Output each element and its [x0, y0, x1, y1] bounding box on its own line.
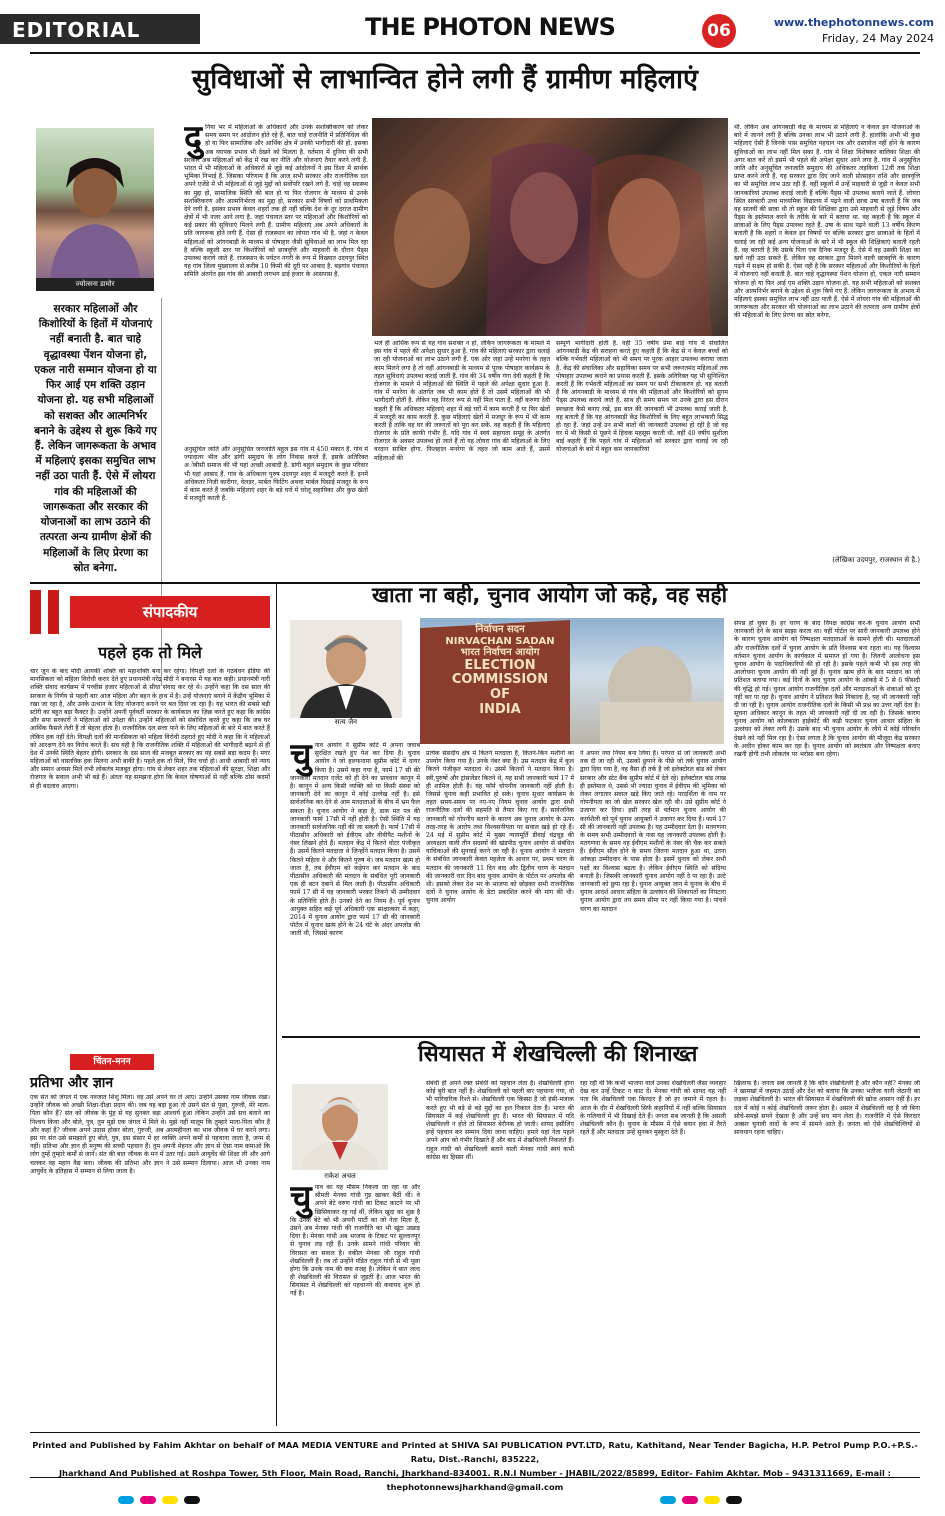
registration-mark-icon	[726, 1496, 742, 1504]
chintan-title: प्रतिभा और ज्ञान	[30, 1075, 114, 1091]
sampadakiya-headline: पहले हक तो मिले	[98, 643, 202, 662]
crowd-photo-icon	[372, 118, 728, 336]
sign-line: भारत निर्वाचन आयोग	[460, 647, 540, 658]
registration-mark-icon	[162, 1496, 178, 1504]
article2-col4: संपन्न हो चुका है। हर चरण के बाद विपक्ष कांग्रेस कर-के चुनाव आयोग सभी जानकारी देने के साथ साझा करता था। वहीं पोर्टल पर सारी जानकारी उपलब्ध होने के कारण चुनाव आयोग को निष्पक्षता मतदाताओं के सामने होती थी। मतदाताओं और राजनीतिक दलों में चुनाव आयोग के प्रति विश्वास बना रहता था। यह विश्वास वर्तमान चुनाव आयोग के कार्यकाल में समाप्त हो गया है। जितनी आलोचना इस चुनाव आयोग के पदाधिकारियों की हो रही है। इसके पहले कभी भी इस तरह की आलोचना चुनाव आयोग की नहीं हुई है। चुनाव खत्म होने के बाद मतदान का जो प्रतिशत बताया गया। कई दिनों के बाद चुनाव आयोग के आंकड़े में 5 से 6 फीसदी की वृद्धि हो गई। चुनाव आयोग राजनीतिक दलों और मतदाताओं के शंकाओं को दूर नहीं कर पा रहा है। चुनाव आयोग ने प्रतिशत कैसे निकाला है, यह भी जानकारी नहीं दी जा रही है। चुनाव आयोग राजनीतिक दलों के किसी भी प्रश्न का उत्तर नहीं देता है। सूचना अधिकार कानून के तहत भी जानकारी नहीं दी जा रही है। जिसके कारण चुनाव आयोग को कोलकाता हाईकोर्ट की कड़ी फटकार चुनाव आचार संहिता के उल्लंघन को लेकर लगी है। उसके बाद भी चुनाव आयोग के रवैये में कोई परिवर्तन देखने को नहीं मिल रहा है। ऐसा लगता है कि चुनाव आयोग की मौजूदा केंद्र सरकार के अधीन होकर काम कर रहा है। चुनाव आयोग को स्वतंत्रता और निष्पक्षता बनाए रखनी होगी तभी लोकतंत्र पर भरोसा बना रहेगा।	[734, 620, 920, 758]
pull-quote: सरकार महिलाओं और किशोरियों के हितों में योजनाएं नहीं बनाती है. बात चाहे वृद्धावस्था पेंशन योजना हो, एकल नारी सम्मान योजना हो या फिर आई एम शक्ति उड़ान योजना हो. यह सभी महिलाओं को सशक्त और आत्मनिर्भर बनाने के उद्देश्य से शुरू किये गए हैं. लेकिन जागरूकता के अभाव में महिलाएं इसका समुचित लाभ नहीं उठा पाती हैं. ऐसे में लोयरा गांव की महिलाओं की जागरूकता और सरकार की योजनाओं का लाभ उठाने की तत्परता अन्य ग्रामीण क्षेत्रों की महिलाओं के लिए प्रेरणा का स्रोत बनेगा.	[30, 298, 162, 686]
issue-date: Friday, 24 May 2024	[821, 32, 934, 45]
sign-line: OF	[490, 687, 510, 703]
article3-col3: रहा रहीं थीं कि कभी भाजपा वाले उनका शेखचिल्ली जैसा व्यवहार देख कर उन्हें टिकट न काट दें। मेनका गांधी को शायद यह नहीं पता कि शेखचिल्ली एक किरदार है जो हर जमाने में रहता है। आज के दौर में शेखचिल्ली सिर्फ कहानियों में नहीं बल्कि सियासत के गलियारों में भी दिखाई देते हैं। जनता सब जानती है कि असली शेखचिल्ली कौन है। चुनाव के मौसम में ऐसे बयान हवा में तैरते रहते हैं और मतदाता उन्हें सुनकर मुस्कुरा देते हैं।	[580, 1080, 726, 1137]
author1-photo	[36, 128, 154, 278]
article1-photo	[372, 118, 728, 336]
sign-line: निर्वाचन सदन	[475, 624, 525, 635]
article2-col3: ने अपना नया नियम बना लिया है। परंपरा से जो जानकारी अभी तक दी जा रही थी, उसको छुपाने के पीछे जो तर्क चुनाव आयोग द्वारा दिया गया है, वह वैसा ही तर्क है जो इलेक्टोरल बांड को लेकर सरकार और स्टेट बैंक सुप्रीम कोर्ट में देते रहे। इलेक्टोरल बांड लाख ही इस्तेमाल थे, उससे भी ज्यादा चुनाव में ईवीएम की भूमिका को लेकर लगातार सवाल खड़े किए जाते रहे। परदर्शिता के नाम पर गोपनीयता का जो खेल सरकार खेल रही थी। उसे सुप्रीम कोर्ट ने उजागर कर दिया। इसी तरह से वर्तमान चुनाव आयोग की कार्यशैली को पूर्व चुनाव आयुक्तों ने उजागर कर दिया है। फार्म 17 सी की जानकारी नहीं उपलब्ध है। यह उम्मीदवार देता है। मतगणना के समय सभी उम्मीदवारों के पास यह जानकारी उपलब्ध होती है। मतगणना के समय वह ईवीएम मशीनों के नंबर की चैक कर सकते हैं। ईवीएम सील होने के समय जितना मतदान हुआ था, उतना आंकड़ा उम्मीदवार के पास होता है। इसमें चुनाव को लेकर सभी पक्षों का विश्वास बढ़ता है। लेकिन ईवीएम स्थिति को संदिग्ध बनाती है। जिसकी जानकारी चुनाव आयोग नहीं दे पा रहा है। उल्टे जानकारी को छुपा रहा है। चुनाव आयुक्त जान मे चुनाव के बीच में चुनाव आदर्श आचार संहिता के उल्लंघन की शिकायतों का निपटारा चुनाव आयोग द्वारा तय समय सीमा पर नहीं किया गया है। पांचवें चरण का मतदान	[580, 750, 726, 913]
paper-name[interactable]: THE PHOTON NEWS	[365, 13, 615, 41]
article1-col2: भले ही आर्थिक रूप से यह गांव सशक्त न हो, लेकिन जागरूकता के मामले में इस गांव में पहले की अपेक्षा सुधार हुआ है. गांव की महिलाएं सरकार द्वारा चलाई जा रही योजनाओं का लाभ उठाने लगी हैं. एक ओर जहां उन्हें मनरेगा के तहत काम मिलने लगा है तो वहीं आंगनबाड़ी के माध्यम से पूरक पोषाहार कार्यक्रम के तहत सुविधाएं उपलब्ध कराई जाती हैं. गांव की 34 वर्षीय गंगा देवी कहती हैं कि रोजगार के मामले में महिलाओं की स्थिति में पहले की अपेक्षा सुधार हुआ है. गांव में मनरेगा के अंतर्गत जब भी काम होते हैं तो उसमें महिलाओं की भी भागीदारी होती है. लेकिन यह निरंतर रूप से नहीं मिल पाता है. वहीं करुणा देवी कहती हैं कि अधिकतर महिलाएं शहर में बड़े घरों में काम करती हैं या फिर खेतों में मजदूरी का काम करती हैं. कुछ महिलाएं खेतों में मजदूर के रूप में भी काम करती हैं ताकि वह घर की जरूरतों को पूरा कर सकें. वह कहती हैं कि महिलाएं रोजगार के प्रति काफी गंभीर हैं. यदि गांव में स्वयं सहायता समूह के अंतर्गत रोजगार के अवसर उपलब्ध हो जाते हैं तो यह लोयरा गांव की महिलाओं के लिए वरदान साबित होगा. फिलहाल मनरेगा के तहत जो काम आते हैं, उसमें महिलाओं की	[374, 340, 550, 462]
website-link[interactable]: www.thephotonnews.com	[773, 16, 934, 29]
article2-headline: खाता ना बही, चुनाव आयोग जो कहे, वह सही	[372, 583, 728, 607]
author1-caption: ज्योत्सना डामोर	[36, 278, 154, 291]
sampadakiya-bar-icon	[30, 590, 66, 634]
registration-mark-icon	[704, 1496, 720, 1504]
dropcap: दु	[184, 124, 203, 158]
sign-line: ELECTION COMMISSION	[451, 657, 549, 688]
author3-photo	[292, 1084, 388, 1170]
author2-caption: सत्य जैन	[334, 718, 358, 726]
dropcap: चु	[290, 742, 312, 776]
portrait-silhouette-icon	[290, 620, 402, 718]
footer-imprint	[30, 1432, 920, 1493]
article1-col4: थी. लेकिन अब आंगनबाड़ी केंद्र के माध्यम से महिलाएं न केवल इन योजनाओं के बारे में जानने लगी हैं बल्कि उनका लाभ भी उठाने लगी हैं. हालांकि अभी भी कुछ महिलाएं ऐसी हैं जिनके पास समुचित पहचान पत्र और दस्तावेज नहीं होने के कारण सुविधाओं का लाभ नहीं मिल सका है. गांव में शिक्षा विशेषकर बालिका शिक्षा की अगर बात करें तो इसमें भी पहले की अपेक्षा सुधार आने लगा है. गांव में अनुसूचित जाति और अनुसूचित जनजाति समुदाय की अधिकतर लड़कियां 12वीं तक शिक्षा प्राप्त करने लगी हैं. यह सरकार द्वारा दिए जाने वाली प्रोत्साहन राशि और छात्रवृत्ति का भी समुचित लाभ उठा रही हैं. वहीं स्कूलों में उन्हें माहवारी से जुड़ी न केवल सभी जानकारियां उपलब्ध कराई जाती हैं बल्कि पैड्स भी उपलब्ध कराये जाते हैं. लोयरा स्थित सरकारी उच्च माध्यमिक विद्यालय में पढ़ने वाली छात्रा उषा बताती है कि जब वह सातवीं की छात्रा थी तो स्कूल की शिक्षिका द्वारा उसे माहवारी से जुड़े विषय और पैड्स के इस्तेमाल करने के तरीके के बारे में बताया था. वह कहती है कि स्कूल में छात्राओं के लिए पैड्स उपलब्ध रहते हैं. उषा के साथ पढ़ने वाली 13 वर्षीय किरण बताती है कि शहरों न केवल इन विषयों पर बल्कि सरकार द्वारा छात्राओं के हितों में चलाई जा रही कई अन्य योजनाओं के बारे में भी स्कूल की शिक्षिकाएं बताती रहती हैं. वह बताती है कि उसके पिता एक दैनिक मजदूर हैं. ऐसे में वह उसकी शिक्षा का खर्च नहीं उठा सकते हैं. लेकिन वह सरकार द्वारा मिलने वाली छात्रवृत्ति के कारण पढ़ने में सक्षम हो सकी है. ऐसा नहीं है कि सरकार महिलाओं और किशोरियों के हितों में योजनाएं नहीं बनाती है. बात चाहे वृद्धावस्था पेंशन योजना हो, एकल नारी सम्मान योजना हो या फिर आई एम शक्ति उड़ान योजना हो. यह सभी महिलाओं को सशक्त और आत्मनिर्भर बनाने के उद्देश्य से शुरू किये गए हैं. लेकिन जागरूकता के अभाव में महिलाएं इसका समुचित लाभ नहीं उठा पाती हैं. ऐसे में लोयरा गांव की महिलाओं की जागरूकता और सरकार की योजनाओं का लाभ उठाने की तत्परता अन्य ग्रामीण क्षेत्रों की महिलाओं के लिए प्रेरणा का स्रोत बनेगा.	[734, 124, 920, 320]
sign-line: INDIA	[479, 702, 521, 718]
article2-col1: चुनाव आयोग ने सुप्रीम कोर्ट में अपना जवाब सुरक्षित रखते हुए पेश कर दिया है। चुनाव आयोग ने जो हलफनामा सुप्रीम कोर्ट में दायर किया है। उसमें कहा गया है, फार्म 17 सी की जानकारी मतदान एजेंट को ही देने का प्रावधान कानून में है। कानून में अन्य किसी व्यक्ति को या किसी संस्था को जानकारी देने का कानून में कोई उल्लेख नहीं है। इसे सार्वजनिक कर देने से आम मतदाताओं के बीच में भ्रम फैल सकता है। चुनाव आयोग ने कहा है, डाक मत पत्र की जानकारी फार्म 17सी में नहीं होती है। ऐसी स्थिति में यह जानकारी सार्वजनिक नहीं की जा सकती है। फार्म 17सी में पीठासीन अधिकारी को ईवीएम और वीवीपैट मशीनों के नंबर लिखने होते हैं। मतदान केंद्र में कितने वोटर पंजीकृत हैं। उसमें कितने मतदाता थे जिन्होंने मतदान किया है। उसमें कितने महिला थे और कितने पुरुष थे। जब मतदान खत्म हो जाता है, तब ईवीएम को कड़ेपन कर मतदान के बाद पीठासीन अधिकारी की मतदान के संबंधित पूरी जानकारी एक ही बटन दबाने से मिल जाती है। पीठासीन अधिकारी फार्म 17 सी में यह जानकारी भरकर तिकने भी उम्मीदवार के प्रतिनिधि होते हैं। उनको देने का नियम है। पूर्व चुनाव आयुक्त सहित कई पूर्व अधिकारी एक साक्षात्कार में कहा, 2014 में चुनाव आयोग द्वारा फार्म 17 सी की जानकारी पोर्टल में चुनाव खत्म होने के 24 घंटे के अंदर अपलोड की जाती थी, जिससे कारण	[290, 742, 420, 938]
chintan-label: चिंतन-मनन	[70, 1054, 154, 1070]
footer-line: Jharkhand And Published at Roshpa Tower, 5th Floor, Main Road, Ranchi, Jharkhand-834001. R.N.I Number - JHABIL/2022/85899, Editor- Fahim Akhtar. Mob - 9431311669, E-mail : thephotonnewsjharkhand@gmail.com	[58, 1468, 892, 1493]
footer-line: Printed and Published by Fahim Akhtar on behalf of MAA MEDIA VENTURE and Printed at SHIVA SAI PUBLICATION PVT.LTD, Ratu, Kathitand, Near Tender Bagicha, H.P. Petrol Pump P.O.+P.S.- Ratu, Dist.-Ranchi, 835222,	[32, 1440, 918, 1465]
registration-mark-icon	[140, 1496, 156, 1504]
article3-col2: संबंधी ही अपने रक्त संबंधी को पहचान लेता है। शेखचिल्ली होना कोई बुरी बात नहीं है। शेखचिल्ली को पहली बार पहचाना गया, वो भी पारिवारिक रिश्ते से। शेखचिल्ली एक किस्सा है जो हंसी-मजाक करते हुए भी बड़े से बड़े मुद्दों का हल निकाल देता है। भारत की सियासत में कई शेखचिल्ली हुए हैं। भारत की सियासत में यदि शेखचिल्ली न होते तो सियासत बेरौनक हो जाती। शायद इसीलिए इन्हें पहचान कर सम्मान दिया जाना चाहिए। हमारे यहां नेता पहले अपने आप को गंभीर दिखाते हैं और बाद में शेखचिल्ली निकलते हैं। राहुल गांधी को शेखचिल्ली बताने वाली मेनका गांधी स्वयं कभी कांग्रेस का हिस्सा थीं।	[426, 1080, 574, 1161]
chintan-body: एक संत को जंगल में एक नवजात शिशु मिला। वह उसे अपने घर ले आए। उन्होंने उसका नाम जीवक रखा। उन्होंने जीवक को अच्छी शिक्षा-दीक्षा प्रदान की। जब वह बड़ा हुआ तो उसने संत से पूछा, गुरुजी, मेरे माता-पिता कौन हैं? संत को जीवक के मुंह से यह सुनकर बड़ा आश्चर्य हुआ लेकिन उन्होंने उसे सच बताने का निश्चय किया और बोले, पुत्र, तुम मुझे एक जंगल में मिले थे। मुझे नहीं मालूम कि तुम्हारे माता-पिता कौन हैं और कहां हैं? जीवक अपने उदास होकर बोला, गुरुजी, अब आत्महीनता का भाव जीवक में घर करने लगा। इस पर संत उसे समझाते हुए बोले, पुत्र, इस संसार में हर व्यक्ति अपने कर्मों से पहचाना जाता है, जन्म से नहीं। प्रतिभा और ज्ञान ही मनुष्य की सच्ची पहचान हैं। तुम अपनी मेहनत और ज्ञान से ऐसा नाम कमाओ कि लोग तुम्हें तुम्हारे कर्मों से जानें। संत की बात जीवक के मन में उतर गई। उसने आयुर्वेद की शिक्षा ली और आगे चलकर वह महान वैद्य बना। जीवक की प्रतिभा और ज्ञान ने उसे सम्मान दिलाया। आज भी उनका नाम आयुर्वेद के इतिहास में सम्मान से लिया जाता है।	[30, 1094, 270, 1175]
section-label: EDITORIAL	[0, 14, 200, 44]
portrait-silhouette-icon	[36, 128, 154, 278]
registration-mark-icon	[660, 1496, 676, 1504]
registration-mark-icon	[118, 1496, 134, 1504]
sampadakiya-label: संपादकीय	[70, 596, 270, 628]
article1-col1b: अनुसूचित जाति और अनुसूचित जनजाति बहुल इस गांव में 450 मकान हैं. गांव में ज्यादातर भील और डांगी समुदाय के लोग निवास करते हैं. इसके अतिरिक्त अोबीसी समाज की भी यहां अच्छी आबादी है. डांगी बहुल समुदाय के कुछ परिवार भी यहां आबाद हैं. गांव के अधिकतर पुरुष उदयपुर शहर में मजदूरी करते हैं. इनमें अधिकतर निजी कारीगर, वेलडर, मार्बल फिटिंग अथवा मार्बल घिसाई मजदूर के रूप में काम करते हैं जबकि महिलाएं शहर के बड़े घरों में घरेलू सहायिका और कुछ खेतों में मजदूरी करती हैं.	[184, 446, 368, 503]
article1-col1: दुनिया भर में महिलाओं के अधिकारों और उनके सशक्तिकरण को लेकर समय समय पर आंदोलन होते रहे हैं. बात चाहे राजनीति में प्रतिनिधित्व की हो या फिर सामाजिक और आर्थिक क्षेत्र में उनकी भागीदारी की हो. इसका अब व्यापक प्रभाव भी देखने को मिलता है. वर्तमान में दुनिया की सभी सरकारें अब महिलाओं को केंद्र में रख कर नीति और योजनाएं तैयार करने लगी हैं. भारत में भी महिलाओं के अधिकारों से जुड़े कई आंदोलनों ने इस दिशा में सार्थक भूमिका निभाई है. जिसका परिणाम है कि आज सभी सरकार और राजनीतिक दल अपने एजेंडे में भी महिलाओं से जुड़े मुद्दों को सर्वोपरि रखने लगे हैं. चाहे वह स्वास्थ्य का मुद्दा हो, सामाजिक स्थिति की बात हो या फिर रोजगार के माध्यम से उनके सशक्तिकरण और आत्मनिर्भरता का मुद्दा हो, सरकार सभी विषयों को प्राथमिकता देने लगी है. इसका प्रभाव केवल शहरों तक ही नहीं बल्कि देश के दूर दराज ग्रामीण क्षेत्रों में भी नजर आने लगा है. जहां पंचायत स्तर पर महिलाओं और किशोरियों को कई प्रकार की सुविधाएं मिलने लगी हैं. ग्रामीण महिलाएं अब अपने अधिकारों के प्रति जागरूक होने लगी हैं. ऐसा ही राजस्थान का लोयरा गांव भी है. जहां न केवल महिलाओं को आंगनबाड़ी के माध्यम से पोषाहार जैसी सुविधाओं का लाभ मिल रहा है बल्कि स्कूली स्तर पर किशोरियों को छात्रवृत्ति और माहवारी के दौरान पैड्स उपलब्ध कराये जाते हैं. राजस्थान के पर्यटन नगरी के रूप में विख्यात उदयपुर स्थित यह गांव जिला मुख्यालय से करीब 10 किमी की दूरी पर आबाद है. बड़गांव पंचायत समिति अंतर्गत इस गांव की आबादी लगभग ढाई हजार के आसपास है.	[184, 124, 368, 279]
registration-mark-icon	[682, 1496, 698, 1504]
registration-mark-icon	[184, 1496, 200, 1504]
article1-col3: सम्पूर्ण भागीदारी होती है. वहीं 35 वर्षीय प्रेमा बाई गांव में संचालित आंगनबाड़ी केंद्र की सराहना करते हुए कहती हैं कि केंद्र से न केवल बच्चों को बल्कि गर्भवती महिलाओं को भी समय पर पूरक आहार उपलब्ध कराया जाता है. केंद्र की संचालिका और सहायिका समय पर सभी जरूरतमंद महिलाओं तक पोषाहार उपलब्ध कराने का प्रयास करती हैं. इसके अतिरिक्त यह भी सुनिश्चित करती हैं कि गर्भवती महिलाओं का समय पर सभी टीकाकरण हो. वह बताती हैं कि आंगनबाड़ी के माध्यम से गांव की महिलाओं और किशोरियों को सुगम पैड्स उपलब्ध कराये जाते हैं. साथ ही समय समय पर उनके द्वारा इस दौरान स्वच्छता कैसे बनाए रखें, इस बात की जानकारी भी उपलब्ध कराई जाती है. वह बताती हैं कि यह आंगनबाड़ी केंद्र किशोरियों के लिए बहुत लाभकारी सिद्ध हो रहा है. जहां उन्हें उन सभी बातों की जानकारी उपलब्ध हो रही है जो वह घर में भी किसी से पूछने में हिचक महसूस करती थी. वहीं 40 वर्षीय सुशीला बाई कहती हैं कि पहले गांव में महिलाओं को सरकार द्वारा चलाई जा रही योजनाओं के बारे में बहुत कम जानकारियां	[556, 340, 728, 454]
author3-caption: राकेश अचल	[324, 1172, 356, 1180]
article1-headline: सुविधाओं से लाभान्वित होने लगी हैं ग्रामीण महिलाएं	[192, 64, 698, 95]
article3-col4: खिलाफ है। जनता सब जानती है कि कौन शेखचिल्ली है और कौन नहीं? मेनका जी ने खामखां में जहमत उठाई और देश को बताया कि उनका भतीजा यानी जेठानी का लड़का शेखचिल्ली है। भारत की सियासत में शेखचिल्ली की खोज आसान नहीं है। हर दल में कोई न कोई शेखचिल्ली जरूर होता है। असल में शेखचिल्ली वह है जो बिना सोचे-समझे सपने देखता है और उन्हें सच मान लेता है। राजनीति में ऐसे किरदार अक्सर चुनावी वादों के रूप में सामने आते हैं। जनता को ऐसे शेखचिल्लियों से सावधान रहना चाहिए।	[734, 1080, 920, 1137]
article2-col2: प्रत्येक संसदीय क्षेत्र में कितने मतदाता हैं, कितने-किन मशीनों का उपयोग किया गया है। उनके नंबर क्या हैं। उस मतदान केंद्र में कुल कितने पंजीकृत मतदाता थे। उसमें कितनों ने मतदान किया है। स्त्री,पुरुषों और ट्रांसजेंडर कितने थे, यह सभी जानकारी फार्म 17 में ही शामिल होती है। यह फॉर्म चोपनीय जानकारी नहीं होती है। जिससे चुनाव कहीं प्रभावित हो सके। चुनाव सुधार कार्यक्रम के तहत समय-समय पर नए-नए नियम चुनाव आयोग द्वारा सभी राजनीतिक दलों की सहमति से तैयार किए गए हैं। सार्वजनिक जानकारी को गोपनीय बताने के कारण अब चुनाव आयोग के ऊपर तरह-तरह के आरोप तथा विश्वसनीयता पर सवाल खड़े हो रहे हैं। 24 मई में सुप्रीम कोर्ट में मुख्य न्यायमूर्ति डीवाई चंद्रचूड़ की अध्यक्षता वाली तीन सदस्यों की खंडपीठ चुनाव आयोग से संबंधित याचिकाओं की सुनवाई करने जा रही है। चुनाव आयोग ने मतदान के संबंधित जानकारी केवल पहलेता के आधार पर, प्रथम चरण के मतदान की जानकारी 11 दिन बाद और द्वितीय चरण के मतदान की जानकारी चार दिन बाद चुनाव आयोग के पोर्टल पर अपलोड की थी। इसको लेकर देश भर के भाजपा को छोड़कर सभी राजनीतिक दलों ने चुनाव आयोग के डेटा प्रकाशित करने की मांग की थी। चुनाव आयोग	[426, 750, 574, 905]
masthead-rule	[30, 52, 920, 54]
photo-sign	[430, 624, 570, 718]
article1-credit: (लेखिका उदयपुर, राजस्थान से है.)	[832, 556, 920, 564]
vertical-rule	[276, 584, 277, 1426]
article3-headline: सियासत में शेखचिल्ली की शिनाख्त	[418, 1042, 698, 1067]
dropcap: चु	[290, 1184, 312, 1218]
sampadakiya-body: चार जून के बाद मोदी आयकी शक्ति को महाशक्ति बना कर रहेगा। विपक्षी दलों के गठबंधन इंडिया की मानसिकता को महिला विरोधी करार देते हुए प्रधानमंत्री नरेंद्र मोदी ने बनारस में यह बात कही। प्रधानमंत्री नारी शक्ति संवाद कार्यक्रम में पच्चीस हजार महिलाओं से सीधा संवाद कर रहे थे। उन्होंने कहा कि दस साल की सरकार के निर्णय से पहली बार आज महिला और बहन के हाथ में है। उन्हें योजनाएं बनाने में केंद्रीय भूमिका में रखा जा रहा है, और उनके उत्थान के लिए योजनाएं बनाने पर बल दिया जा रहा है। यह भारत की सबसे बड़ी स्टोरी का बहुत बड़ा फैक्टर है। उन्होंने अपनी पूर्ववर्ती सरकार के कार्यकाल का ज़िक्र करते हुए कहा कि कांग्रेस और सपा सरकारों ने महिलाओं को उपेक्षा की। उन्होंने महिलाओं को संबोधित करते हुए कहा कि जब घर आर्थिक फैसले लेती हैं तो बेहतर होता है। राजनीतिक दल सत्ता पाने के लिए महिलाओं के बारे में बात करते हैं लेकिन हक नहीं देते। विपक्षी दलों की मानसिकता को महिला विरोधी ठहराते हुए मोदी ने कहा कि वे महिलाओं को आरक्षण देने का विरोध करते हैं। सच यही है कि राजनीतिक शक्ति में महिलाओं की भागीदारी बढ़ाने से ही देश में उनकी स्थिति बेहतर होगी। सरकार के दस साल की मजबूत सरकार का यह सबसे बड़ा कदम है। मगर महिलाओं को वास्तविक हक मिलना अभी बाकी है। पहले हक तो मिले, फिर चर्चा हो। आधी आबादी को न्याय और समान अवसर मिलें तभी लोकतंत्र मजबूत होगा। गांव से लेकर शहर तक महिलाओं की सुरक्षा, शिक्षा और रोजगार के सवाल अभी भी बड़े हैं। अंततः यह समझना होगा कि केवल घोषणाओं से नहीं बल्कि ठोस कदमों से ही बदलाव आएगा।	[30, 668, 270, 790]
author2-photo	[290, 620, 402, 718]
sign-line: NIRVACHAN SADAN	[445, 635, 555, 647]
article3-col1: चुनाव का यह मौसम निकला जा रहा था और श्रीमती मेनका गांधी गुड़ खाकर बैठीं थीं। वे अपने बेटे वरुण गांधी का टिकट काटने पर भी खिसियाकर रह गईं थीं, लेकिन खुदा का शुक्र है कि उनके बेटे को भी अपनी पार्टी का जो नेता मिला है, उसने अब मेनका गांधी की राजनीति का भी खूंटा उखाड़ दिया है। मेनका गांधी अब भाजपा के टिकट पर सुल्तानपुर से चुनाव लड़ रही हैं। उनके सामने गांधी परिवार की विरासत का सवाल है। वकील मेनका जी राहुल गांधी शेखचिल्ली हैं। तब तो उन्होंने पंडित राहुल गांधी से भी पूछा होगा कि उनके नाम की क्या वजह है। लेकिन ये बात जल्द ही शेखचिल्ली की विरासत से जुड़ती है। आज भारत की सियासत में शेखचिल्ली को पहचानने की कवायद शुरू हो गई है।	[290, 1184, 420, 1298]
page-number: 06	[702, 14, 736, 48]
portrait-silhouette-icon	[292, 1084, 388, 1170]
section-rule	[282, 1036, 920, 1038]
